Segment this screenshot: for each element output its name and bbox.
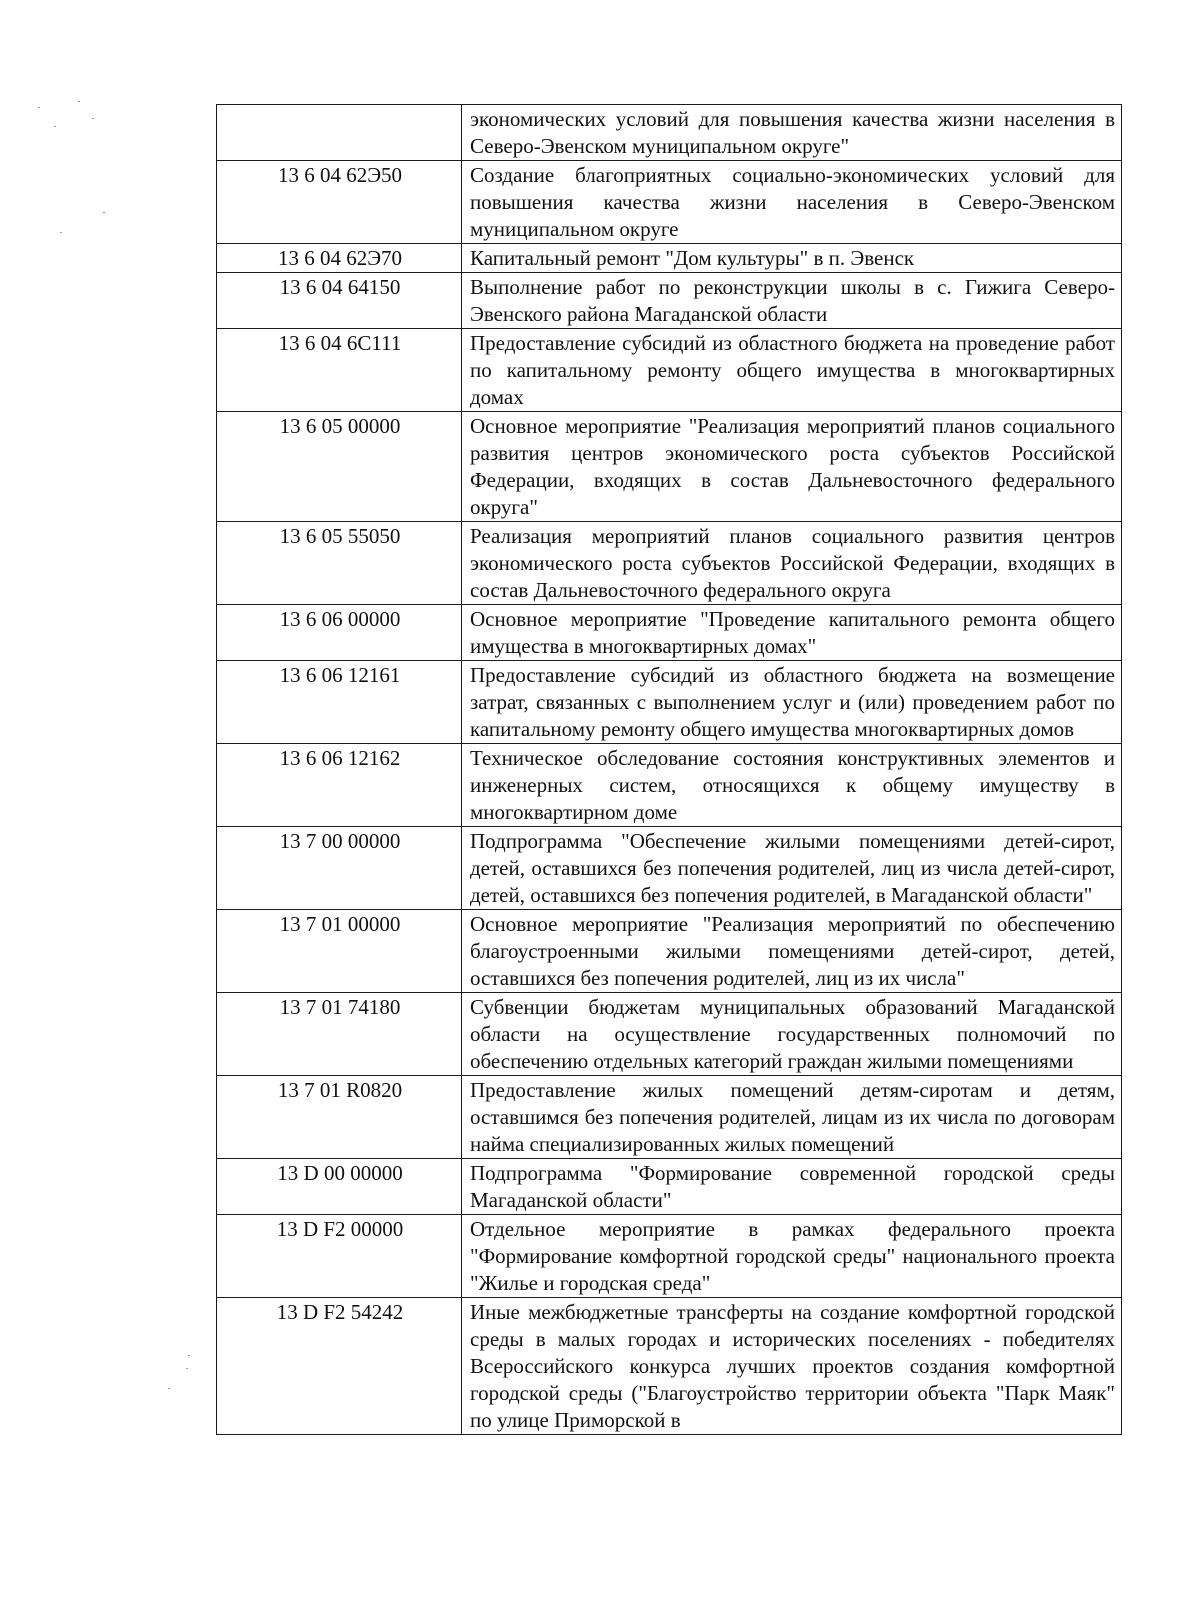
description-cell: Предоставление субсидий из областного бюджета на возмещение затрат, связанных с выполнением услуг и (или) проведением работ по капитальному ремонту общего имущества многоквартирных домов: [462, 661, 1122, 744]
table-row: [217, 412, 1122, 522]
budget-code-cell: [217, 105, 462, 161]
scan-speck: [54, 126, 56, 127]
description-cell: Капитальный ремонт "Дом культуры" в п. Эвенск: [462, 244, 1122, 273]
description-cell: Иные межбюджетные трансферты на создание комфортной городской среды в малых городах и исторических поселениях - победителях Всероссийского конкурса лучших проектов создания комфортной городской среды ("Благоустройство территории объекта "Парк Маяк" по улице Приморской в: [462, 1298, 1122, 1435]
scan-speck: [38, 107, 40, 108]
description-cell: Основное мероприятие "Реализация мероприятий планов социального развития центров экономического роста субъектов Российской Федерации, входящих в состав Дальневосточного федерального округа": [462, 412, 1122, 522]
budget-code-cell: 13 6 04 62Э70: [217, 244, 462, 273]
budget-code-cell: 13 6 04 62Э50: [217, 161, 462, 244]
table-row: [217, 661, 1122, 744]
budget-code-cell: 13 D F2 00000: [217, 1215, 462, 1298]
description-cell: Техническое обследование состояния конструктивных элементов и инженерных систем, относящихся к общему имуществу в многоквартирном доме: [462, 744, 1122, 827]
scan-speck: [92, 118, 94, 119]
description-cell: экономических условий для повышения качества жизни населения в Северо-Эвенском муниципальном округе": [462, 105, 1122, 161]
table-row: [217, 105, 1122, 161]
budget-code-cell: 13 6 06 00000: [217, 605, 462, 661]
table-row: [217, 522, 1122, 605]
budget-code-cell: 13 D 00 00000: [217, 1159, 462, 1215]
description-cell: Подпрограмма "Формирование современной городской среды Магаданской области": [462, 1159, 1122, 1215]
table-row: [217, 244, 1122, 273]
description-cell: Реализация мероприятий планов социального развития центров экономического роста субъектов Российской Федерации, входящих в состав Дальневосточного федерального округа: [462, 522, 1122, 605]
description-cell: Выполнение работ по реконструкции школы в с. Гижига Северо-Эвенского района Магаданской области: [462, 273, 1122, 329]
budget-code-cell: 13 6 04 6С111: [217, 329, 462, 412]
table-row: [217, 910, 1122, 993]
description-cell: Подпрограмма "Обеспечение жилыми помещениями детей-сирот, детей, оставшихся без попечения родителей, лиц из числа детей-сирот, детей, оставшихся без попечения родителей, в Магаданской области": [462, 827, 1122, 910]
description-cell: Основное мероприятие "Проведение капитального ремонта общего имущества в многоквартирных домах": [462, 605, 1122, 661]
scan-speck: [186, 1368, 188, 1369]
scan-speck: [103, 212, 105, 213]
budget-code-cell: 13 D F2 54242: [217, 1298, 462, 1435]
table-row: [217, 993, 1122, 1076]
table-row: [217, 744, 1122, 827]
table-row: [217, 1076, 1122, 1159]
budget-code-cell: 13 6 05 55050: [217, 522, 462, 605]
table-row: [217, 1298, 1122, 1435]
budget-code-cell: 13 6 05 00000: [217, 412, 462, 522]
table-row: [217, 329, 1122, 412]
table-row: [217, 273, 1122, 329]
scan-speck: [78, 101, 80, 102]
table-row: [217, 1215, 1122, 1298]
description-cell: Основное мероприятие "Реализация мероприятий по обеспечению благоустроенными жилыми помещениями детей-сирот, детей, оставшихся без попечения родителей, лиц из их числа": [462, 910, 1122, 993]
table-row: [217, 1159, 1122, 1215]
budget-code-cell: 13 6 06 12161: [217, 661, 462, 744]
scan-speck: [60, 232, 62, 233]
description-cell: Предоставление жилых помещений детям-сиротам и детям, оставшимся без попечения родителей, лицам из их числа по договорам найма специализированных жилых помещений: [462, 1076, 1122, 1159]
budget-code-cell: 13 7 01 R0820: [217, 1076, 462, 1159]
budget-code-cell: 13 7 01 74180: [217, 993, 462, 1076]
budget-code-cell: 13 6 04 64150: [217, 273, 462, 329]
table-row: [217, 827, 1122, 910]
scan-speck: [188, 1355, 190, 1356]
budget-code-cell: 13 7 00 00000: [217, 827, 462, 910]
description-cell: Субвенции бюджетам муниципальных образований Магаданской области на осуществление государственных полномочий по обеспечению отдельных категорий граждан жилыми помещениями: [462, 993, 1122, 1076]
budget-classification-table: [216, 104, 1122, 1435]
scan-speck: [168, 1388, 170, 1389]
description-cell: Предоставление субсидий из областного бюджета на проведение работ по капитальному ремонту общего имущества в многоквартирных домах: [462, 329, 1122, 412]
budget-code-cell: 13 7 01 00000: [217, 910, 462, 993]
description-cell: Отдельное мероприятие в рамках федерального проекта "Формирование комфортной городской среды" национального проекта "Жилье и городская среда": [462, 1215, 1122, 1298]
description-cell: Создание благоприятных социально-экономических условий для повышения качества жизни населения в Северо-Эвенском муниципальном округе: [462, 161, 1122, 244]
table-row: [217, 161, 1122, 244]
budget-code-cell: 13 6 06 12162: [217, 744, 462, 827]
table-row: [217, 605, 1122, 661]
